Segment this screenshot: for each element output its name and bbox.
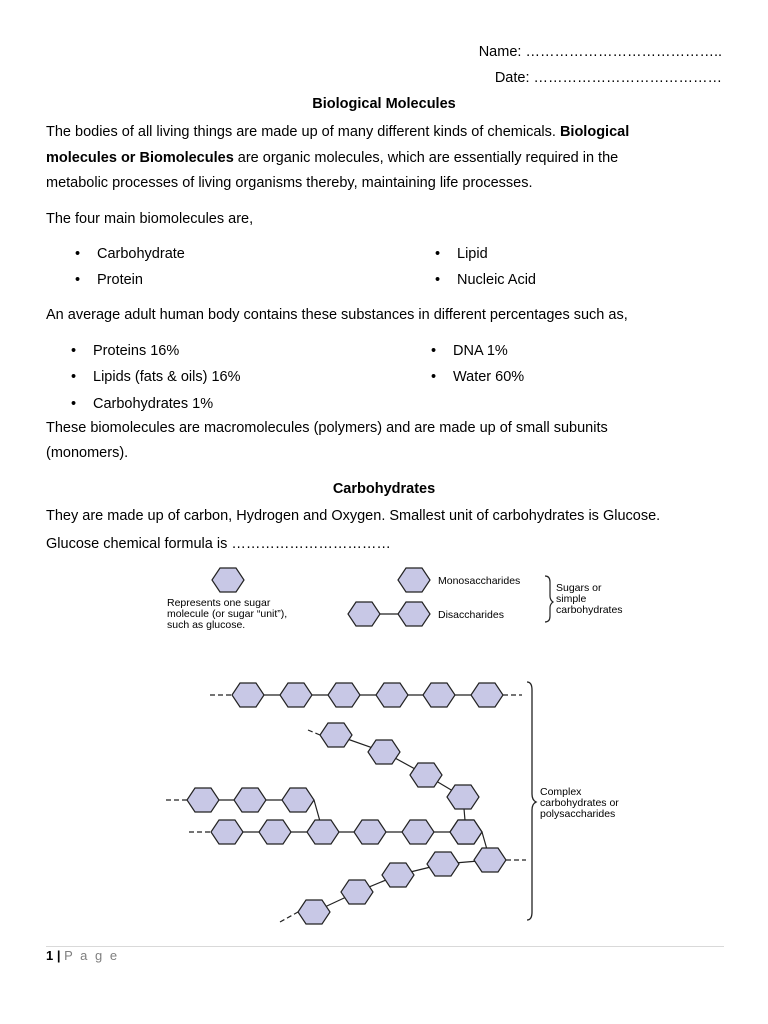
sugar-unit-hexagon [212, 568, 244, 592]
sugar-unit-hexagon [280, 683, 312, 707]
carbohydrate-diagram [0, 560, 768, 940]
label-simple-3: carbohydrates [556, 604, 623, 616]
sugar-unit-hexagon [376, 683, 408, 707]
label-simple-2: simple [556, 593, 587, 605]
complex-brace [527, 682, 536, 920]
list-item: • Carbohydrates 1% [71, 396, 214, 412]
sugar-unit-hexagon [423, 683, 455, 707]
sugar-unit-hexagon [232, 683, 264, 707]
chain-continuation-dash [308, 730, 320, 735]
page-footer [46, 948, 119, 963]
label-complex-1: Complex [540, 786, 582, 798]
intro-bold-2a: molecules or Biomolecules [46, 150, 234, 166]
sugar-unit-hexagon [298, 900, 330, 924]
page-number: 1 [46, 948, 54, 963]
label-disaccharides: Disaccharides [438, 609, 504, 621]
sugar-unit-hexagon [382, 863, 414, 887]
sugar-unit-hexagon [354, 820, 386, 844]
sugar-unit-hexagon [402, 820, 434, 844]
sugar-unit-hexagon [447, 785, 479, 809]
simple-brace [545, 576, 553, 622]
list-item: • Nucleic Acid [435, 272, 536, 288]
list-item: • Proteins 16% [71, 343, 180, 359]
intro-text-2b: are organic molecules, which are essentially required in the [233, 150, 619, 166]
intro-bold-1b: Biological [559, 124, 630, 140]
intro-text-1a: The bodies of all living things are made up of many different kinds of chemicals. [46, 124, 560, 140]
sugar-unit-hexagon [211, 820, 243, 844]
footer-divider [46, 946, 724, 947]
list-item: • Protein [75, 272, 143, 288]
carb-line-2: Glucose chemical formula is …………………………… [46, 536, 391, 552]
sugar-unit-hexagon [234, 788, 266, 812]
legend-unit-line-2: molecule (or sugar “unit”), [167, 608, 288, 620]
sugar-unit-hexagon [187, 788, 219, 812]
chain-continuation-dash [280, 912, 298, 922]
list-item: • DNA 1% [431, 343, 508, 359]
sugar-unit-hexagon [341, 880, 373, 904]
macro-line-2: (monomers). [46, 445, 129, 461]
sugar-unit-hexagon [450, 820, 482, 844]
sugar-unit-hexagon [348, 602, 380, 626]
list-item: • Water 60% [431, 369, 525, 385]
page-word: P a g e [64, 948, 120, 963]
label-simple-1: Sugars or [556, 582, 602, 594]
list-item: • Carbohydrate [75, 246, 185, 262]
average-line: An average adult human body contains these substances in different percentages such as, [46, 307, 628, 323]
intro-line-1 [46, 124, 629, 140]
name-field-label: Name: ………………………………….. [478, 44, 722, 60]
footer-separator: | [53, 948, 65, 963]
page-title: Biological Molecules [312, 96, 456, 112]
sugar-unit-hexagon [398, 568, 430, 592]
intro-line-2 [46, 150, 618, 166]
section-heading-carbohydrates: Carbohydrates [332, 481, 436, 497]
list-item: • Lipids (fats & oils) 16% [71, 369, 241, 385]
sugar-unit-hexagon [328, 683, 360, 707]
sugar-unit-hexagon [410, 763, 442, 787]
label-monosaccharides: Monosaccharides [438, 575, 521, 587]
sugar-unit-hexagon [259, 820, 291, 844]
four-main-line: The four main biomolecules are, [46, 211, 254, 227]
legend-unit-line-3: such as glucose. [167, 619, 246, 631]
label-complex-3: polysaccharides [540, 808, 616, 820]
sugar-unit-hexagon [398, 602, 430, 626]
intro-line-3: metabolic processes of living organisms thereby, maintaining life processes. [46, 175, 533, 191]
sugar-unit-hexagon [282, 788, 314, 812]
label-complex-2: carbohydrates or [540, 797, 619, 809]
macro-line-1: These biomolecules are macromolecules (polymers) and are made up of small subunits [46, 420, 608, 436]
sugar-unit-hexagon [368, 740, 400, 764]
sugar-unit-hexagon [307, 820, 339, 844]
sugar-unit-hexagon [474, 848, 506, 872]
sugar-unit-hexagon [471, 683, 503, 707]
date-field-label: Date: ………………………………… [494, 70, 722, 86]
carb-line-1: They are made up of carbon, Hydrogen and Oxygen. Smallest unit of carbohydrates is Glucose. [46, 508, 661, 524]
legend-unit-line-1: Represents one sugar [167, 597, 271, 609]
sugar-unit-hexagon [320, 723, 352, 747]
sugar-unit-hexagon [427, 852, 459, 876]
list-item: • Lipid [435, 246, 488, 262]
